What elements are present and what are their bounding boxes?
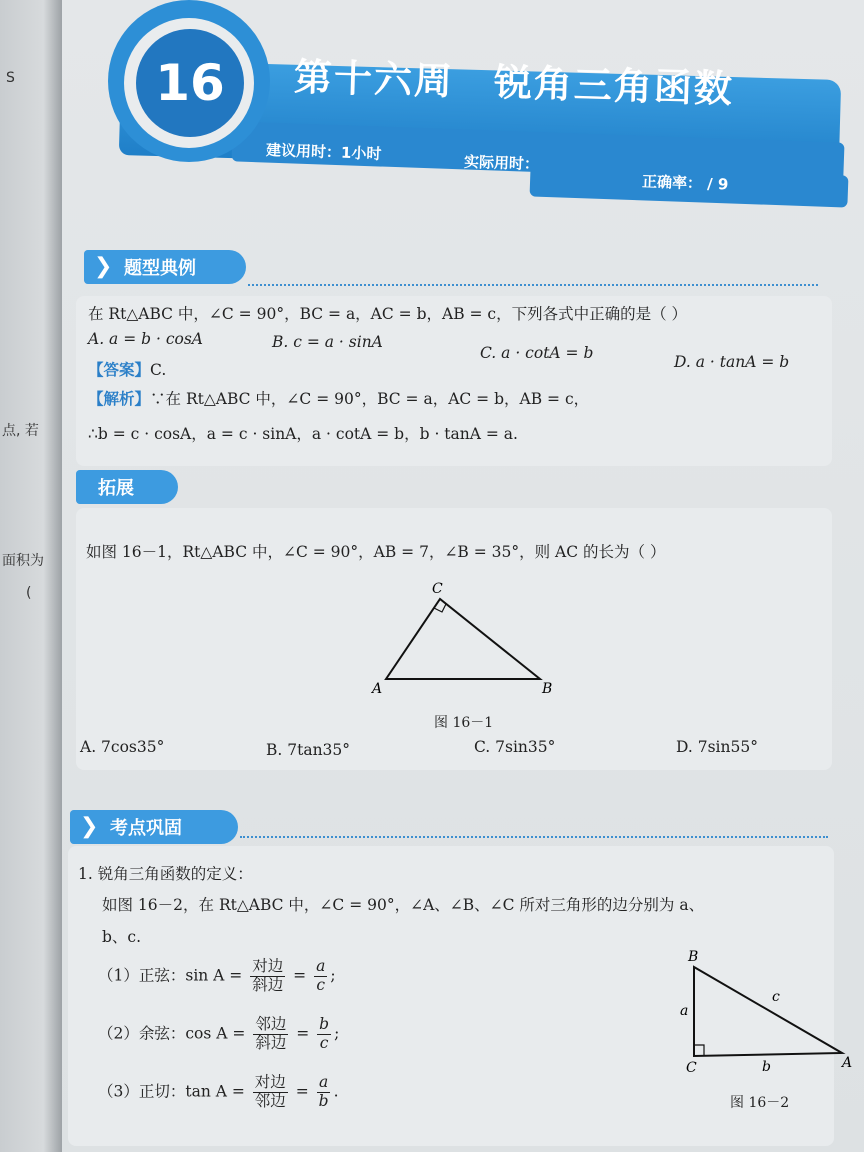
word-fraction: [253, 1016, 288, 1053]
actual-time: 实际用时：: [463, 152, 540, 174]
figure-16-1: [362, 575, 562, 700]
vertex-a-label: A: [372, 681, 383, 697]
vertex-b-label: B: [542, 681, 553, 697]
fraction-numerator: a: [316, 957, 326, 975]
definition-sine: （1）正弦：sin A = $\frac{\text{对边}}{\text{斜边}}$ = $\frac{a}{c}$ ;: [98, 957, 336, 994]
fraction-denominator: c: [319, 1033, 329, 1052]
review-intro-line-2: b、c.: [102, 928, 142, 946]
extension-question: 如图 16－1，Rt△ABC 中，∠C = 90°，AB = 7，∠B = 35°，则 AC 的长为（ ）: [86, 543, 666, 561]
left-page-fragment: 面积为: [2, 553, 44, 569]
option-c: C. a · cotA = b: [480, 344, 594, 362]
section-heading: 拓展: [98, 478, 134, 499]
triangle-abc: [694, 967, 842, 1056]
vertex-a-label: A: [842, 1055, 852, 1071]
word-fraction: [250, 958, 285, 995]
section-tab-extension: [76, 470, 178, 504]
option-c: C. 7sin35°: [474, 738, 556, 756]
left-page-fragment: 点, 若: [2, 423, 39, 439]
fraction-numerator: b: [319, 1015, 330, 1033]
section-tab-example: [84, 250, 246, 284]
side-c-label: c: [772, 989, 780, 1005]
left-page-fragment: S: [6, 70, 15, 86]
answer-label: 【答案】: [88, 361, 151, 379]
subject-title: 锐角三角函数: [493, 60, 735, 112]
example-question: 在 Rt△ABC 中，∠C = 90°，BC = a，AC = b，AB = c，下列各式中正确的是（ ）: [88, 305, 688, 323]
definition-prefix: （3）正切：tan A =: [98, 1082, 245, 1101]
week-number: 16: [136, 29, 244, 137]
side-b-label: b: [762, 1059, 771, 1075]
review-item-title: 1. 锐角三角函数的定义：: [78, 865, 253, 883]
option-d: D. a · tanA = b: [674, 353, 790, 371]
definition-suffix: ;: [334, 1024, 340, 1043]
fraction-denominator: b: [318, 1091, 329, 1110]
fraction-numerator: 对边: [254, 1073, 286, 1091]
option-b: B. 7tan35°: [266, 741, 351, 759]
dotted-divider: [240, 836, 828, 838]
answer-row: [88, 358, 166, 380]
fraction-numerator: 邻边: [255, 1015, 287, 1033]
workbook-page: [62, 0, 864, 1152]
fraction-denominator: 邻边: [254, 1091, 286, 1110]
fraction-denominator: c: [316, 975, 326, 994]
analysis-label: 【解析】: [88, 390, 151, 408]
section-heading: 考点巩固: [110, 818, 182, 839]
definition-suffix: .: [333, 1082, 339, 1101]
vertex-c-label: C: [686, 1060, 697, 1076]
vertex-c-label: C: [432, 581, 443, 597]
definition-tangent: （3）正切：tan A = $\frac{\text{对边}}{\text{邻边}}$ = $\frac{a}{b}$ .: [98, 1073, 339, 1110]
option-a: A. a = b · cosA: [88, 330, 203, 348]
week-title: 第十六周: [293, 54, 455, 104]
definition-prefix: （2）余弦：cos A =: [98, 1024, 246, 1043]
option-b: B. c = a · sinA: [272, 333, 383, 351]
accuracy: 正确率： / 9: [641, 172, 729, 194]
chevron-right-icon: ❯: [80, 814, 99, 839]
definition-cosine: （2）余弦：cos A = $\frac{\text{邻边}}{\text{斜边}}$ = $\frac{b}{c}$ ;: [98, 1015, 340, 1052]
word-fraction: [253, 1074, 288, 1111]
right-angle-mark: [694, 1045, 704, 1056]
answer-value: C.: [150, 361, 167, 379]
side-a-label: a: [680, 1003, 689, 1019]
review-intro-line-1: 如图 16－2，在 Rt△ABC 中，∠C = 90°，∠A、∠B、∠C 所对三角形的边分别为 a、: [102, 896, 705, 914]
section-heading: 题型典例: [124, 258, 196, 279]
chevron-right-icon: ❯: [94, 254, 113, 279]
triangle-abc: [386, 599, 540, 679]
analysis-row: [88, 387, 589, 409]
vertex-b-label: B: [688, 949, 699, 965]
analysis-line-1: ∵在 Rt△ABC 中，∠C = 90°，BC = a，AC = b，AB = c，: [150, 390, 590, 408]
fraction-denominator: 斜边: [255, 1033, 287, 1052]
analysis-line-2: ∴b = c · cosA，a = c · sinA，a · cotA = b，b · tanA = a.: [88, 425, 518, 443]
figure-caption: 图 16－2: [730, 1095, 790, 1111]
option-d: D. 7sin55°: [676, 738, 758, 756]
left-page-edge: [0, 0, 62, 1152]
option-a: A. 7cos35°: [80, 738, 165, 756]
figure-caption: 图 16－1: [434, 715, 494, 731]
letter-fraction: [314, 958, 327, 995]
definition-suffix: ;: [330, 966, 336, 985]
fraction-numerator: a: [319, 1073, 329, 1091]
fraction-denominator: 斜边: [252, 975, 284, 994]
letter-fraction: [317, 1074, 331, 1111]
suggested-time: 建议用时：1小时: [265, 140, 382, 164]
fraction-numerator: 对边: [252, 957, 284, 975]
definition-prefix: （1）正弦：sin A =: [98, 966, 243, 985]
section-tab-review: [70, 810, 238, 844]
dotted-divider: [248, 284, 818, 286]
letter-fraction: [317, 1016, 331, 1053]
figure-16-2: [672, 945, 852, 1080]
left-page-fragment: (: [26, 585, 32, 601]
